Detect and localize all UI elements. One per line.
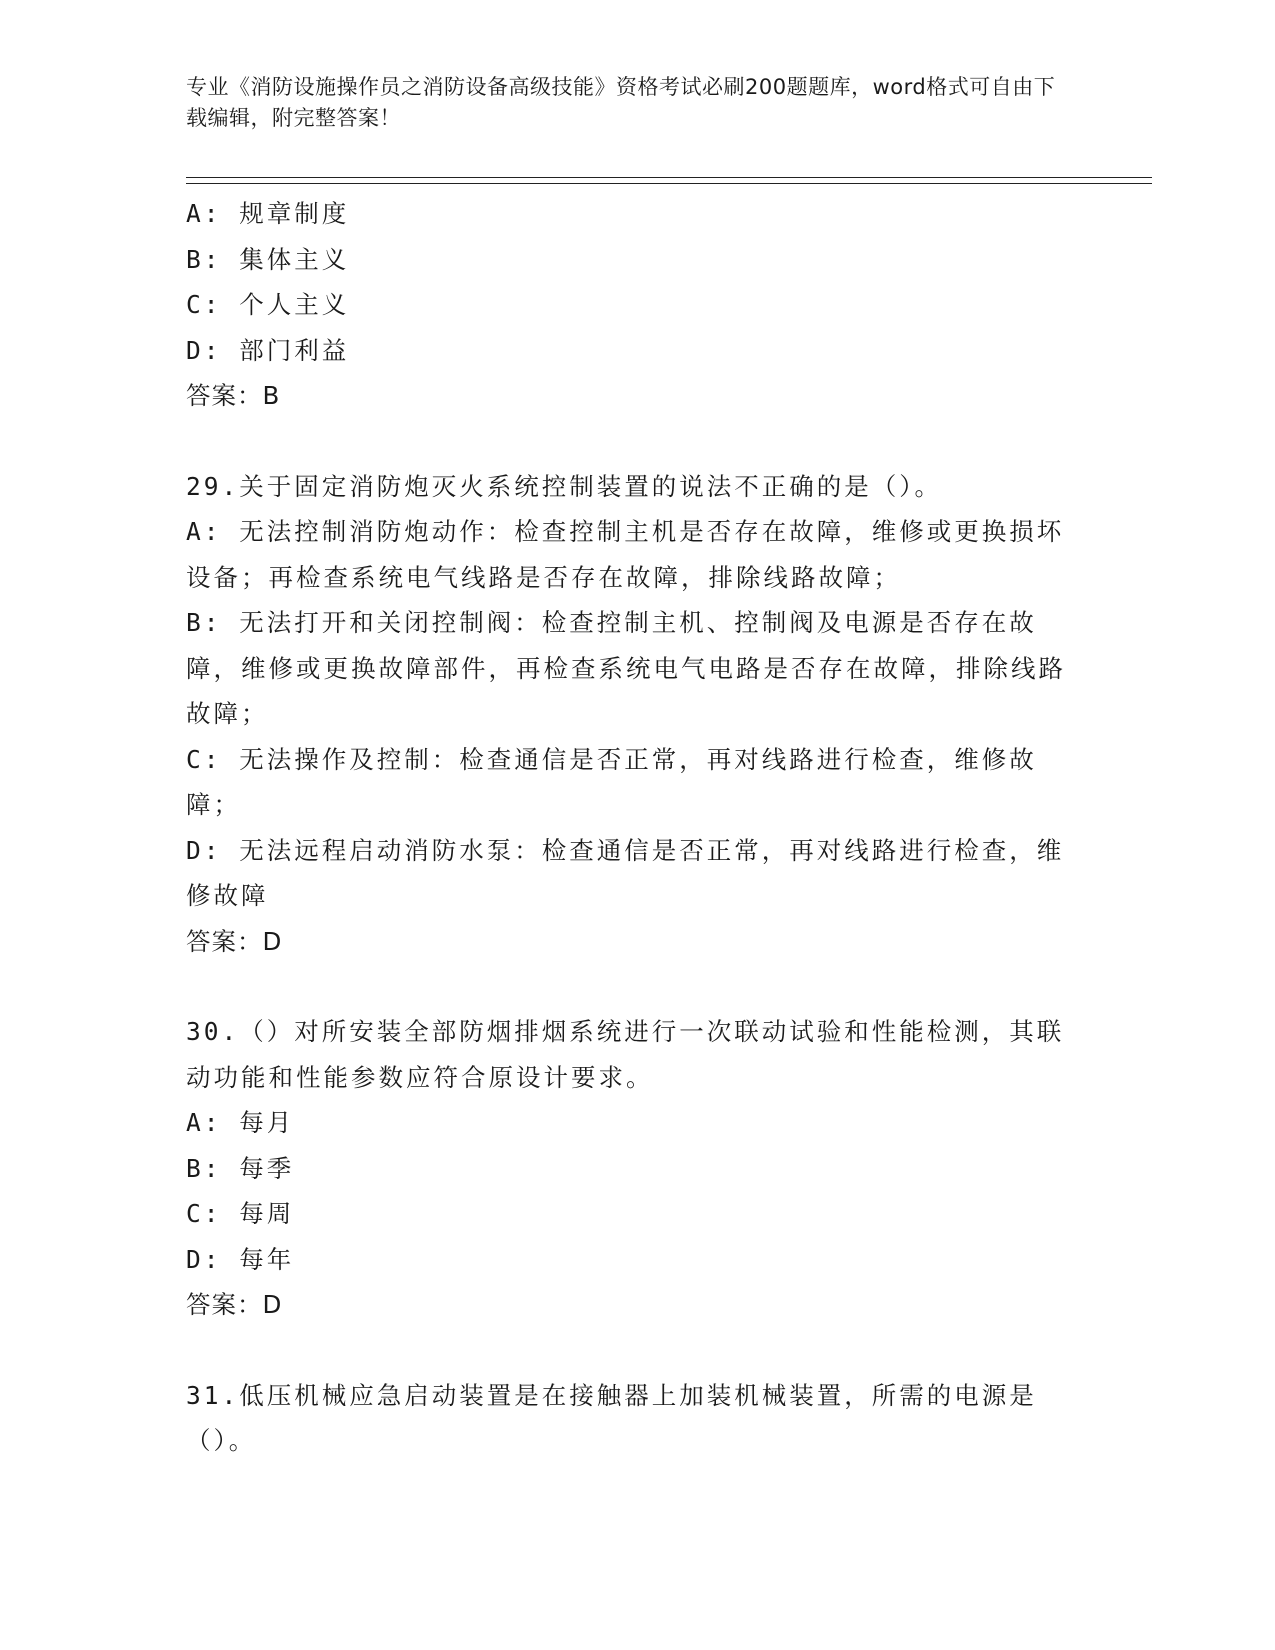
option-a: A: 规章制度 <box>186 199 350 228</box>
option-c: C: 个人主义 <box>186 290 350 319</box>
option-b: B: 集体主义 <box>186 244 350 274</box>
answer: 答案：B <box>186 381 281 410</box>
question-stem: 29.关于固定消防炮灭火系统控制装置的说法不正确的是（）。 <box>186 471 942 501</box>
answer: 答案：D <box>186 926 283 956</box>
question-29 <box>186 464 1076 965</box>
header-double-rule <box>186 177 1152 184</box>
question-30 <box>186 1009 1076 1328</box>
page-header <box>186 72 1076 134</box>
option-b: B: 无法打开和关闭控制阀：检查控制主机、控制阀及电源是否存在故障，维修或更换故障部件，再检查系统电气电路是否存在故障，排除线路故障； <box>186 608 1066 728</box>
question-31 <box>186 1373 1076 1464</box>
option-d: D: 无法远程启动消防水泵：检查通信是否正常，再对线路进行检查，维修故障 <box>186 835 1065 910</box>
option-a: A: 每月 <box>186 1108 295 1137</box>
option-c: C: 无法操作及控制：检查通信是否正常，再对线路进行检查，维修故障； <box>186 744 1037 819</box>
answer: 答案：D <box>186 1290 283 1319</box>
question-list <box>186 191 1076 1464</box>
option-c: C: 每周 <box>186 1199 295 1228</box>
option-b: B: 每季 <box>186 1153 295 1183</box>
option-d: D: 部门利益 <box>186 335 350 365</box>
document-title: 专业《消防设施操作员之消防设备高级技能》资格考试必刷200题题库，word格式可自由下载编辑，附完整答案！ <box>186 75 1056 130</box>
partial-question-28 <box>186 191 1076 419</box>
question-stem: 31.低压机械应急启动装置是在接触器上加装机械装置，所需的电源是（）。 <box>186 1380 1037 1455</box>
question-stem: 30.（）对所安装全部防烟排烟系统进行一次联动试验和性能检测，其联动功能和性能参数应符合原设计要求。 <box>186 1017 1065 1092</box>
option-d: D: 每年 <box>186 1244 295 1274</box>
option-a: A: 无法控制消防炮动作：检查控制主机是否存在故障，维修或更换损坏设备；再检查系统电气线路是否存在故障，排除线路故障； <box>186 517 1065 592</box>
